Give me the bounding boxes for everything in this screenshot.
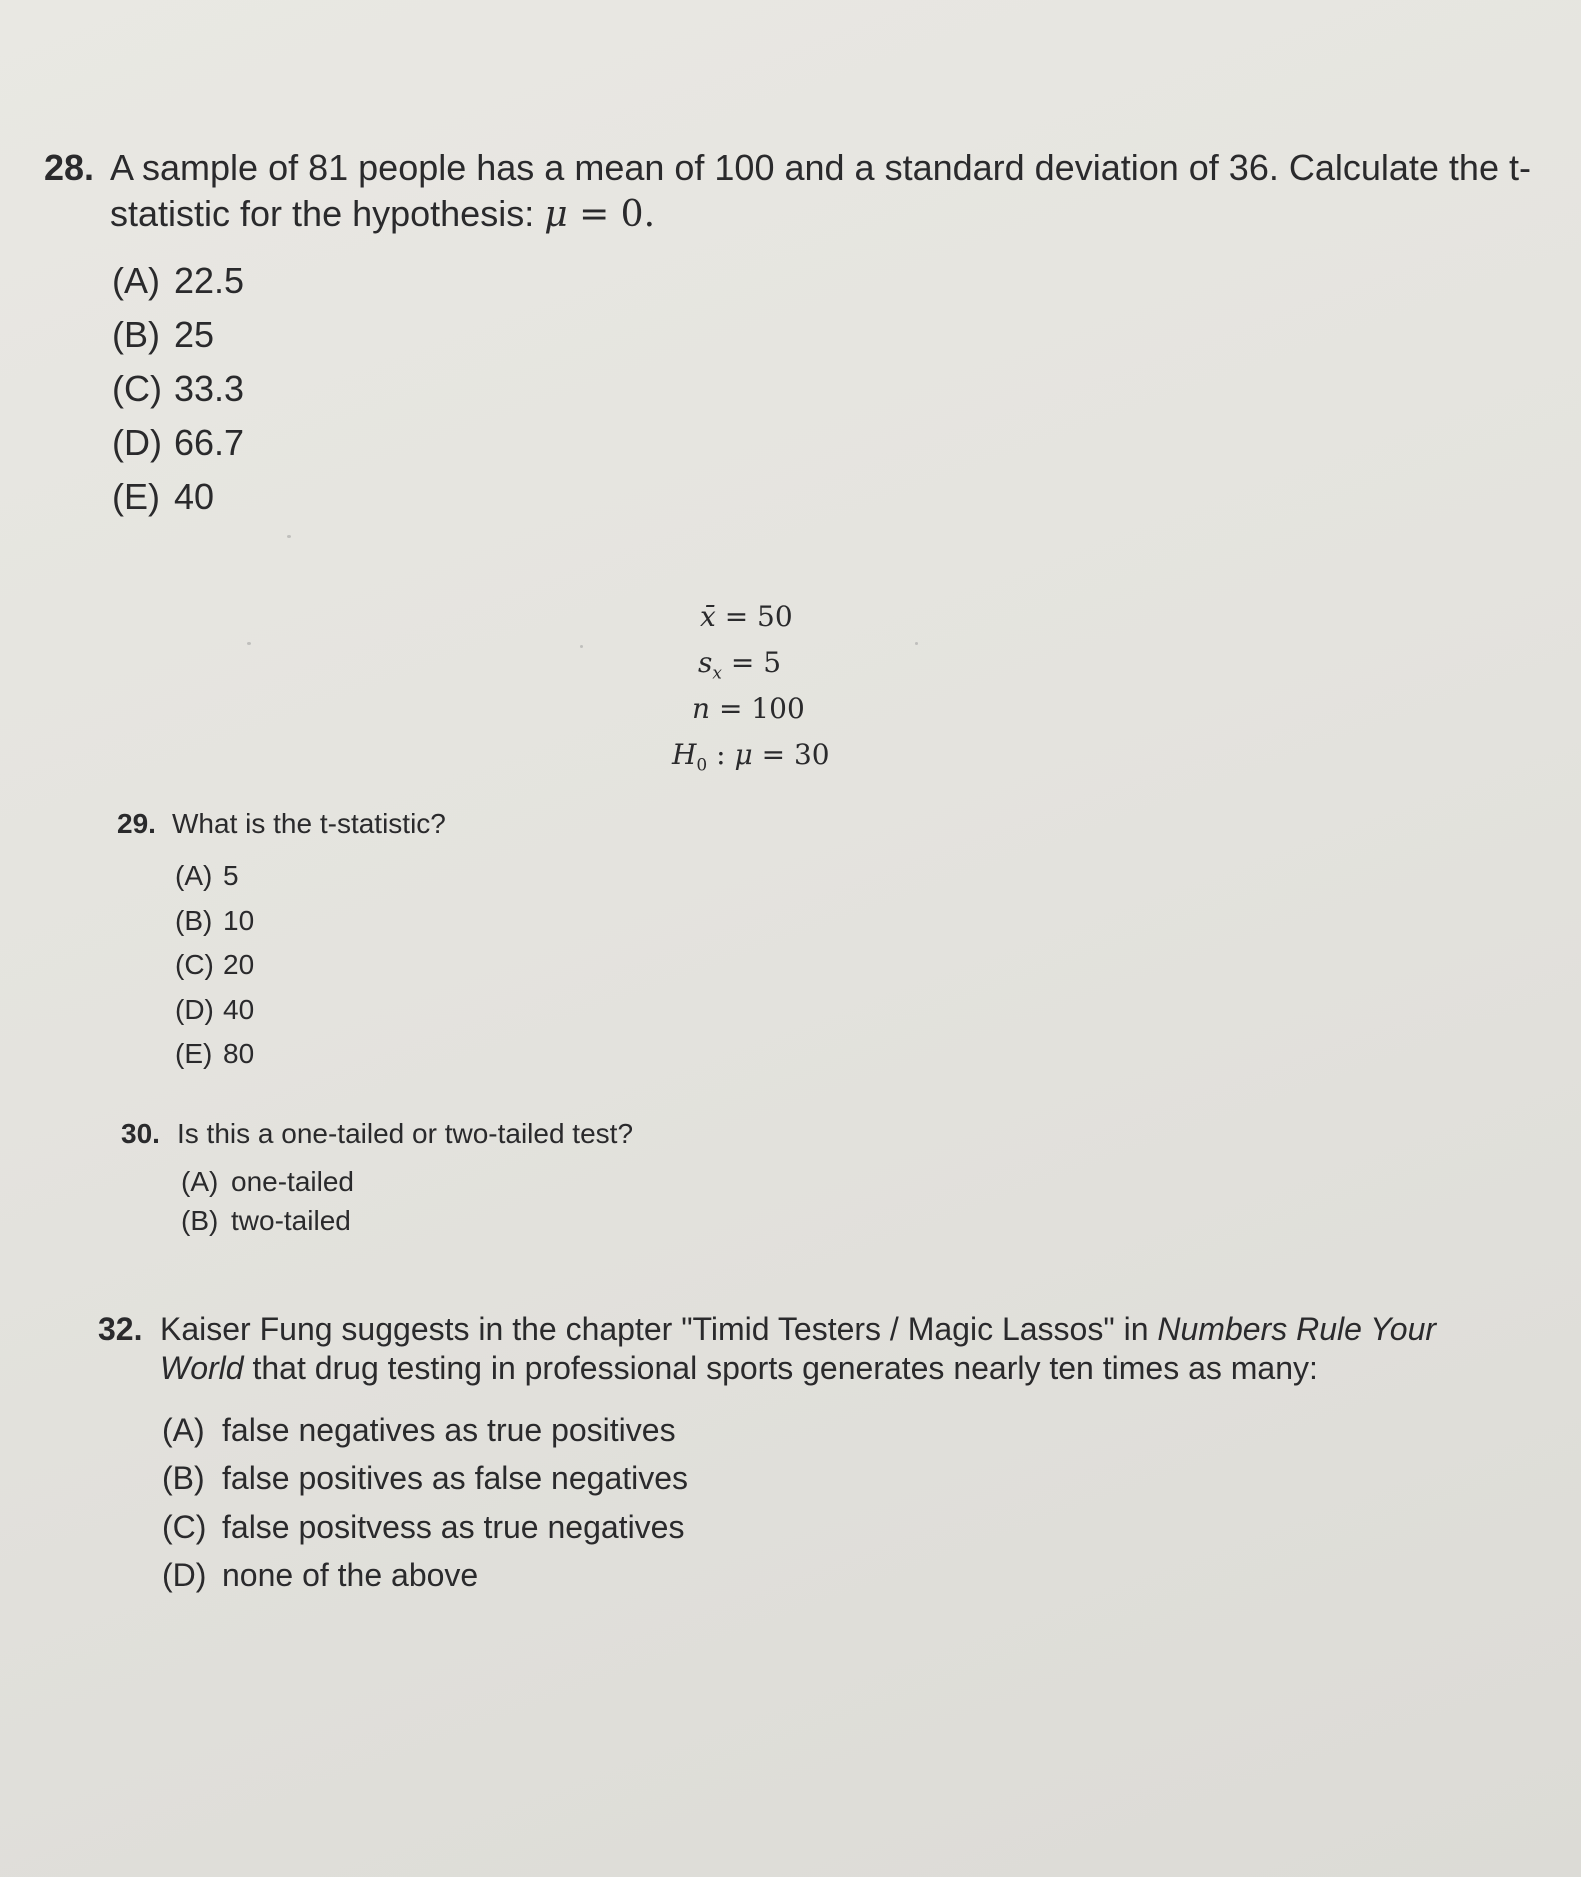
answer-options (181, 1162, 1021, 1240)
option-label: (E) (175, 1038, 213, 1070)
h-subscript: 0 (696, 755, 708, 776)
answer-options (175, 854, 1017, 1077)
mu-symbol: μ (544, 194, 568, 235)
option-e[interactable] (112, 470, 1544, 524)
question-number: 32. (98, 1311, 143, 1347)
option-d[interactable] (112, 416, 1544, 470)
option-text: 22.5 (174, 260, 245, 301)
option-c[interactable] (112, 362, 1544, 416)
h-symbol: H (672, 738, 697, 771)
option-text: 5 (223, 860, 239, 892)
option-text: 33.3 (174, 368, 245, 409)
question-number: 30. (121, 1118, 160, 1149)
question-28 (44, 145, 1544, 524)
question-number: 29. (117, 808, 156, 839)
option-text: one-tailed (231, 1165, 354, 1197)
option-a[interactable] (181, 1162, 1021, 1201)
option-d[interactable] (162, 1552, 1518, 1601)
question-text-part-1: Kaiser Fung suggests in the chapter "Timid Testers / Magic Lassos" in (160, 1311, 1158, 1347)
hypothesis-value: = 0. (567, 194, 656, 235)
option-c[interactable] (162, 1503, 1518, 1552)
option-label: (E) (112, 476, 160, 517)
option-text: 25 (174, 314, 215, 355)
option-a[interactable] (112, 254, 1544, 308)
option-label: (B) (175, 904, 213, 936)
s-subscript: x (712, 663, 722, 684)
question-text-part-2: that drug testing in professional sports generates nearly ten times as many: (243, 1350, 1318, 1386)
question-text (110, 145, 1544, 238)
question-32-stem (98, 1310, 1518, 1388)
option-label: (A) (112, 260, 160, 301)
option-text: false positives as false negatives (222, 1460, 689, 1497)
option-label: (A) (181, 1165, 219, 1197)
question-text: Is this a one-tailed or two-tailed test? (177, 1118, 634, 1149)
paper-speck (580, 645, 583, 648)
given-std-dev (698, 646, 781, 684)
option-d[interactable] (175, 988, 1017, 1033)
option-label: (C) (175, 949, 214, 981)
option-text: 10 (223, 904, 255, 936)
option-text: 20 (223, 949, 255, 981)
question-28-stem (44, 145, 1544, 238)
given-null-value: = 30 (752, 738, 830, 771)
option-b[interactable] (175, 899, 1017, 944)
option-label: (B) (112, 314, 160, 355)
option-c[interactable] (175, 943, 1017, 988)
paper-speck (287, 535, 291, 538)
option-text: two-tailed (231, 1204, 351, 1236)
option-label: (A) (162, 1411, 205, 1448)
answer-options (162, 1406, 1518, 1600)
option-text: 80 (223, 1038, 255, 1070)
option-b[interactable] (162, 1455, 1518, 1504)
paper-speck (247, 642, 251, 645)
question-30 (121, 1116, 1021, 1240)
paper-speck (915, 642, 918, 645)
option-text: false negatives as true positives (222, 1411, 676, 1448)
question-number: 28. (44, 147, 95, 188)
question-30-stem (121, 1116, 1021, 1152)
s-symbol: s (698, 646, 713, 679)
option-text: 66.7 (174, 422, 245, 463)
given-std-dev-value: = 5 (721, 646, 782, 679)
option-e[interactable] (175, 1032, 1017, 1077)
option-label: (B) (162, 1460, 205, 1497)
question-text (160, 1310, 1518, 1388)
question-29-stem (117, 806, 1017, 842)
xbar-symbol: x̄ (700, 600, 716, 633)
option-text: 40 (174, 476, 215, 517)
option-text: none of the above (222, 1557, 479, 1594)
option-text: false positvess as true negatives (222, 1508, 685, 1545)
mu-symbol: μ (734, 738, 753, 771)
given-mean-value: = 50 (715, 600, 793, 633)
option-label: (D) (112, 422, 162, 463)
answer-options (112, 254, 1544, 524)
question-32 (98, 1310, 1518, 1600)
colon: : (707, 738, 735, 771)
question-text: What is the t-statistic? (172, 808, 446, 839)
option-label: (C) (112, 368, 162, 409)
option-label: (A) (175, 860, 213, 892)
given-sample-size (692, 692, 805, 725)
option-label: (B) (181, 1204, 219, 1236)
n-symbol: n (692, 692, 711, 725)
option-label: (D) (162, 1557, 207, 1594)
option-label: (C) (162, 1508, 207, 1545)
option-a[interactable] (162, 1406, 1518, 1455)
given-null-hypothesis (672, 738, 830, 776)
option-text: 40 (223, 993, 255, 1025)
option-b[interactable] (112, 308, 1544, 362)
option-label: (D) (175, 993, 214, 1025)
given-sample-size-value: = 100 (710, 692, 805, 725)
hypothesis-math (544, 194, 655, 235)
question-text-body: A sample of 81 people has a mean of 100 and a standard deviation of 36. Calculate the t-statistic for the hypothesis: (110, 147, 1531, 234)
book-title: Numbers Rule Your World (160, 1311, 1437, 1386)
option-a[interactable] (175, 854, 1017, 899)
option-b[interactable] (181, 1201, 1021, 1240)
question-29 (117, 806, 1017, 1077)
given-mean (700, 600, 793, 633)
